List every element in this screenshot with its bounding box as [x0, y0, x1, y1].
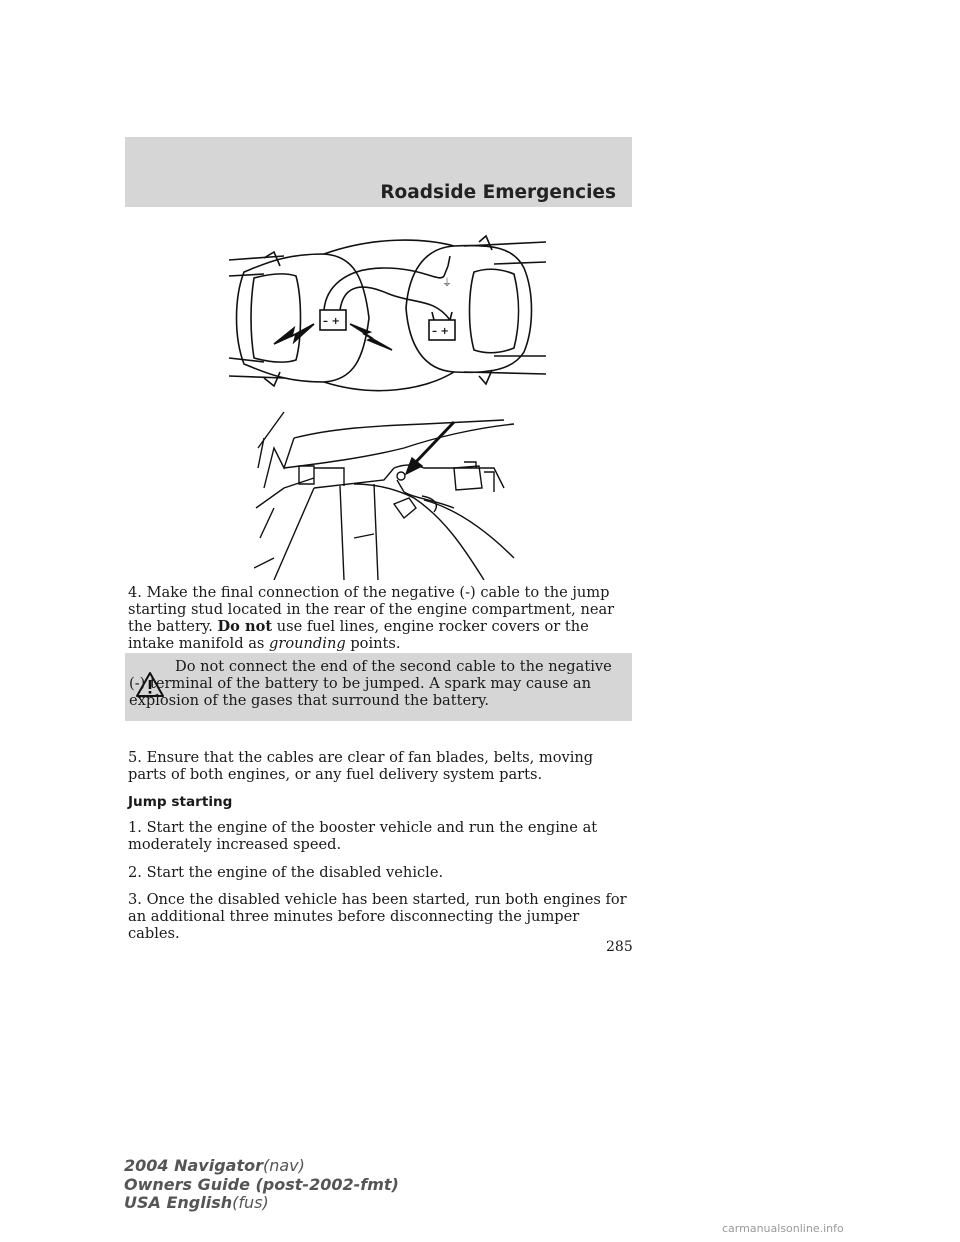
jump-start-diagram [224, 228, 554, 393]
jump-starting-heading: Jump starting [128, 794, 233, 810]
ground-symbol: ⏚ [442, 278, 452, 289]
battery-label-left: – + [323, 316, 340, 327]
step-4-text-c: points. [345, 635, 401, 652]
step-4-text-a: 4. Make the final connection of the negative (-) cable to the jump starting stud located in the rear of the engine compartment, near the battery. [128, 584, 615, 635]
footer-language: USA English [124, 1193, 233, 1212]
step-4-bold: Do not [217, 618, 273, 635]
engine-compartment-illustration [254, 408, 516, 580]
jump-step-3: 3. Once the disabled vehicle has been started, run both engines for an additional three minutes before disconnecting the jumper cables. [128, 891, 627, 942]
section-title: Roadside Emergencies [380, 182, 616, 203]
step-5-paragraph: 5. Ensure that the cables are clear of fan blades, belts, moving parts of both engines, or any fuel delivery system parts. [128, 749, 594, 783]
page-number: 285 [606, 939, 633, 955]
step-4-text-b: use fuel lines, engine rocker covers or the intake manifold as [128, 618, 589, 652]
watermark: carmanualsonline.info [722, 1222, 844, 1235]
footer-model-code: (nav) [262, 1156, 305, 1175]
footer-language-code: (fus) [232, 1193, 269, 1212]
battery-label-right: – + [432, 326, 449, 337]
footer-model: 2004 Navigator [124, 1156, 263, 1175]
jump-step-1: 1. Start the engine of the booster vehicle and run the engine at moderately increased speed. [128, 819, 598, 853]
step-4-paragraph [128, 584, 632, 652]
warning-box [125, 653, 632, 721]
jump-step-2: 2. Start the engine of the disabled vehicle. [128, 864, 444, 881]
step-4-italic: grounding [269, 635, 346, 652]
document-footer [124, 1157, 399, 1213]
warning-text: Do not connect the end of the second cable to the negative (-) terminal of the battery to be jumped. A spark may cause an explosion of the gases that surround the battery. [129, 658, 612, 709]
footer-guide: Owners Guide (post-2002-fmt) [124, 1174, 399, 1194]
section-header [125, 137, 632, 207]
